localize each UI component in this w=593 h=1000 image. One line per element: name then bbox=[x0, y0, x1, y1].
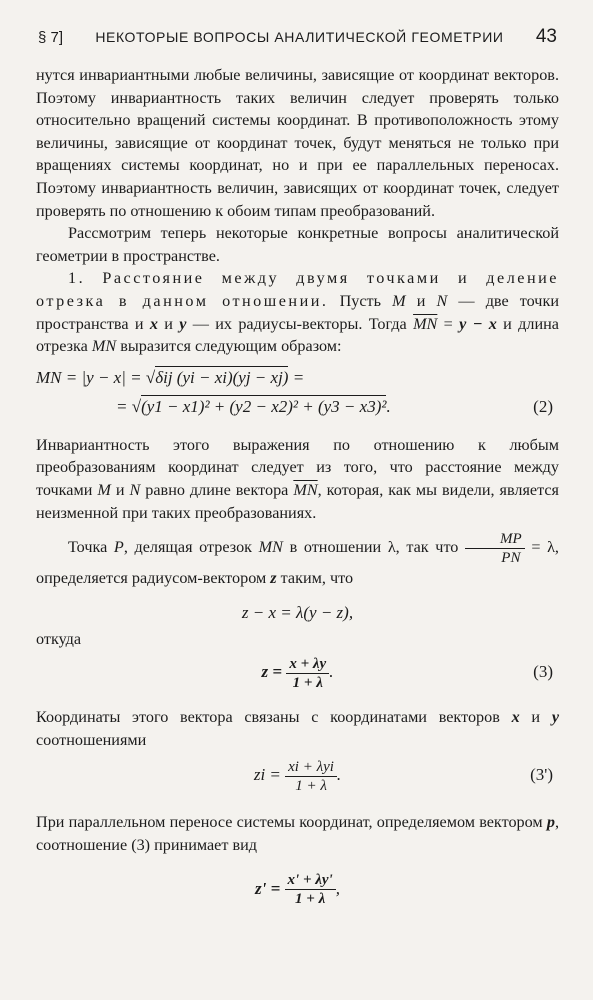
paragraph-parallel-translation: При параллельном переносе системы координат, определяемом вектором p, соотношение (3) принимает вид bbox=[36, 813, 559, 855]
subsection-heading: 1. Расстояние между двумя точками и деление отрезка в данном отношении. bbox=[36, 269, 559, 310]
equation-z-prime: z' = $\frac{x' + \lambda y'}{1 + \lambda}$ , bbox=[255, 872, 340, 908]
paragraph-invariance-expression: Инвариантность этого выражения по отношению к любым преобразованиям координат следует из того, что расстояние между точками M и N равно длине вектора $\overline{MN}$, которая, как мы видели, является неизменной при таких преобразованиях. bbox=[36, 435, 560, 522]
paragraph-coordinates: Координаты этого вектора связаны с координатами векторов x и y соотношениями bbox=[36, 708, 560, 749]
paragraph-distance: 1. Расстояние между двумя точками и деление отрезка в данном отношении. Пусть M и N — две точки пространства и x и y — их радиусы-векторы. Тогда $\overline{MN} = y - x$ и длина отрезка MN выразится следующим образом: bbox=[36, 269, 559, 356]
equation-number-2: (2) bbox=[533, 396, 553, 416]
equation-2: MN = |y − x| = √δij (yi − xi)(yj − xj) = = √(y1 − x1)² + (y2 − x2)² + (y3 − x3)². (2) bbox=[36, 364, 559, 422]
page-body bbox=[36, 64, 559, 911]
vector-mn: $\overline{MN}$ bbox=[413, 314, 438, 333]
section-number: § 7] bbox=[38, 29, 64, 46]
running-header bbox=[38, 26, 557, 50]
equation-z: z − x = λ(y − z), bbox=[241, 602, 354, 622]
equation-3-prime: zi = $\frac{\text{xi + λyi}}{1 + \lambda}$ . (3') bbox=[36, 753, 559, 797]
paragraph-consider: Рассмотрим теперь некоторые конкретные вопросы аналитической геометрии в пространстве. bbox=[36, 224, 559, 265]
paragraph-point-p: Точка P, делящая отрезок MN в отношении λ, так что $\frac{MP}{PN}$ = λ, определяется радиусом-вектором z таким, что bbox=[36, 531, 559, 588]
word-otkuda: откуда bbox=[36, 629, 82, 648]
paragraph-invariance: нутся инвариантными любые величины, зависящие от координат векторов. Поэтому инвариантность таких величин следует проверять только относительно вращений системы координат. В противоположность этому величины, зависящие от координат точек, будут меняться не только при вращениях системы координат, но и при ее параллельных переносах. Поэтому инвариантность величин, зависящих от координат точек, следует проверять по отношению к обоим типам преобразований. bbox=[36, 66, 559, 220]
equation-3: z = $\frac{x + \lambda y}{1 + \lambda}$ . (3) bbox=[36, 650, 559, 694]
equation-number-3: (3) bbox=[533, 662, 553, 682]
running-title: НЕКОТОРЫЕ ВОПРОСЫ АНАЛИТИЧЕСКОЙ ГЕОМЕТРИИ bbox=[95, 29, 504, 45]
equation-number-3-prime: (3') bbox=[530, 765, 553, 785]
page-number: 43 bbox=[535, 26, 557, 47]
ratio-fraction: $\frac{MP}{PN}$ bbox=[465, 530, 525, 567]
